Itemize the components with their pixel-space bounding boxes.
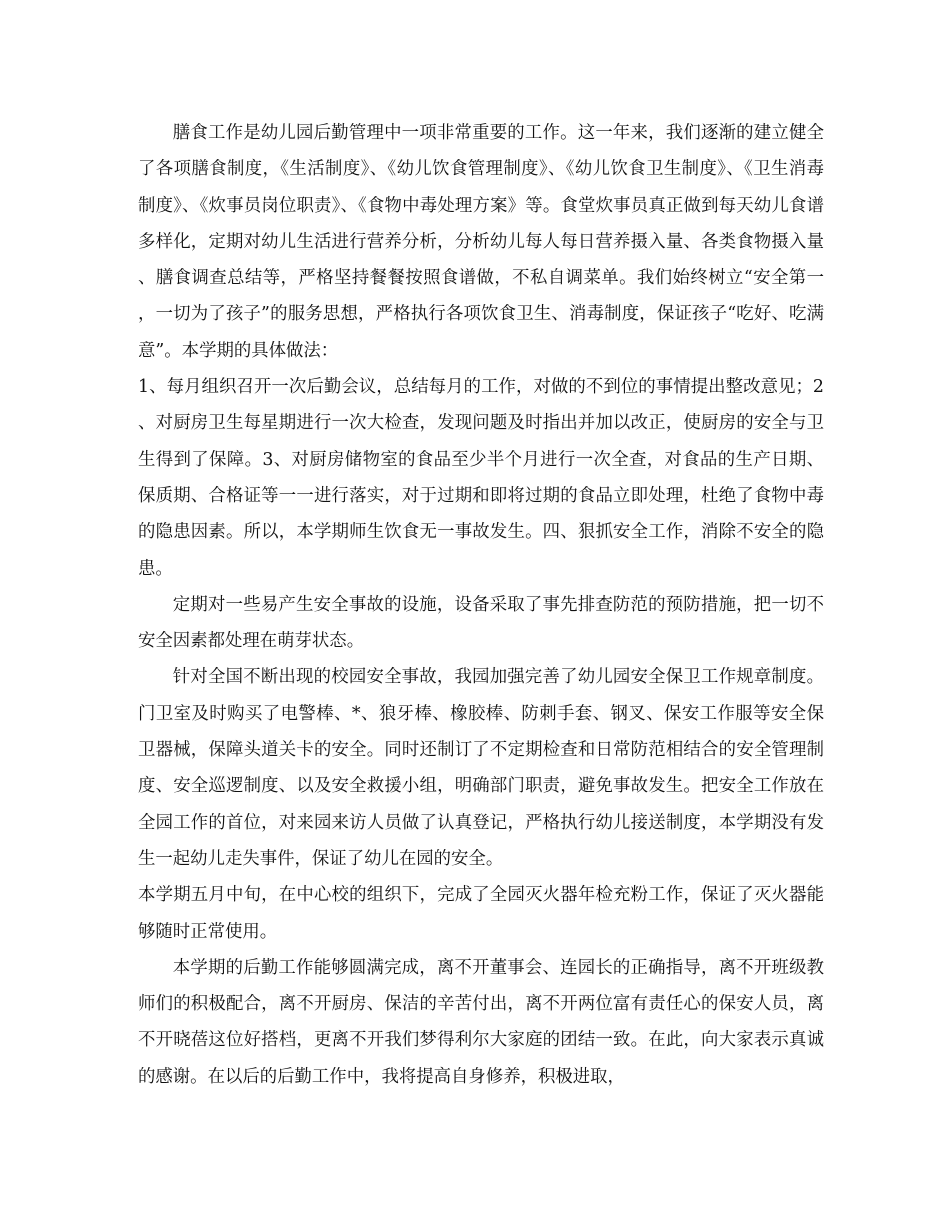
paragraph-acknowledgements: 本学期的后勤工作能够圆满完成，离不开董事会、连园长的正确指导，离不开班级教师们的积极配合，离不开厨房、保洁的辛苦付出，离不开两位富有责任心的保安人员，离不开晓蓓这位好搭档，更离不开我们梦得利尔大家庭的团结一致。在此，向大家表示真诚的感谢。在以后的后勤工作中，我将提高自身修养，积极进取， bbox=[138, 957, 824, 1087]
paragraph-campus-safety: 针对全国不断出现的校园安全事故，我园加强完善了幼儿园安全保卫工作规章制度。门卫室及时购买了电警棒、*、狼牙棒、橡胶棒、防刺手套、钢叉、保安工作服等安全保卫器械，保障头道关卡的安全。同时还制订了不定期检查和日常防范相结合的安全管理制度、安全巡逻制度、以及安全救援小组，明确部门职责，避免事故发生。把安全工作放在全园工作的首位，对来园来访人员做了认真登记，严格执行幼儿接送制度，本学期没有发生一起幼儿走失事件，保证了幼儿在园的安全。 bbox=[138, 667, 824, 869]
paragraph-specific-measures: 1、每月组织召开一次后勤会议，总结每月的工作，对做的不到位的事情提出整改意见；2、对厨房卫生每星期进行一次大检查，发现问题及时指出并加以改正，使厨房的安全与卫生得到了保障。3、对厨房储物室的食品至少半个月进行一次全查，对食品的生产日期、保质期、合格证等一一进行落实，对于过期和即将过期的食品立即处理，杜绝了食物中毒的隐患因素。所以，本学期师生饮食无一事故发生。四、狠抓安全工作，消除不安全的隐患。 bbox=[138, 377, 824, 579]
document-body bbox=[138, 115, 824, 1095]
paragraph-fire-extinguisher: 本学期五月中旬，在中心校的组织下，完成了全园灭火器年检充粉工作，保证了灭火器能够随时正常使用。 bbox=[138, 885, 824, 942]
paragraph-regular-inspection: 定期对一些易产生安全事故的设施，设备采取了事先排查防范的预防措施，把一切不安全因素都处理在萌芽状态。 bbox=[138, 594, 824, 652]
paragraph-catering-work: 膳食工作是幼儿园后勤管理中一项非常重要的工作。这一年来，我们逐渐的建立健全了各项膳食制度，《生活制度》、《幼儿饮食管理制度》、《幼儿饮食卫生制度》、《卫生消毒制度》、《炊事员岗位职责》、《食物中毒处理方案》等。食堂炊事员真正做到每天幼儿食谱多样化，定期对幼儿生活进行营养分析，分析幼儿每人每日营养摄入量、各类食物摄入量、膳食调查总结等，严格坚持餐餐按照食谱做，不私自调菜单。我们始终树立“安全第一，一切为了孩子”的服务思想，严格执行各项饮食卫生、消毒制度，保证孩子“吃好、吃满意”。本学期的具体做法： bbox=[138, 123, 824, 361]
